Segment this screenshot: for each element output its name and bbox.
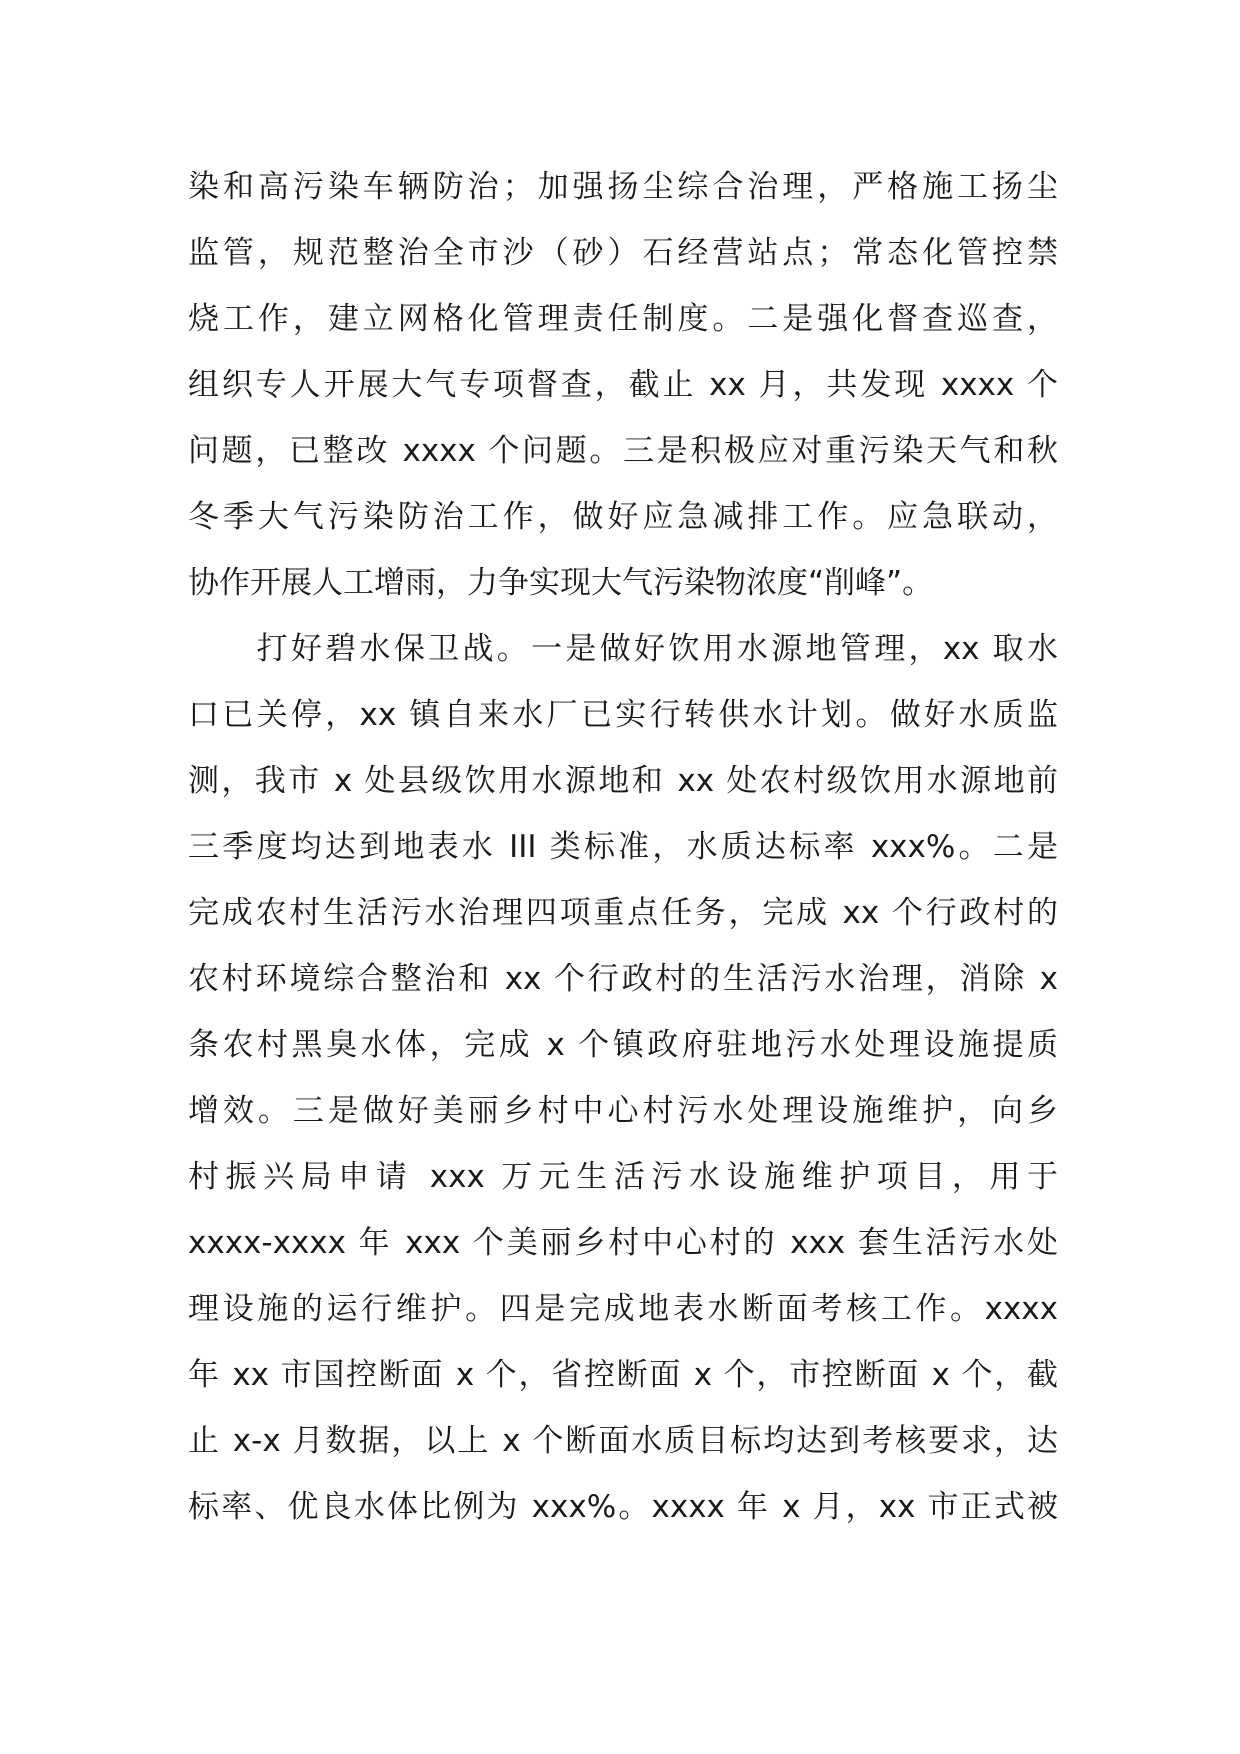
document-body xyxy=(188,154,1058,1540)
text-line: 止 x-x 月数据，以上 x 个断面水质目标均达到考核要求，达 xyxy=(188,1423,1058,1459)
text-line: 组织专人开展大气专项督查，截止 xx 月，共发现 xxxx 个 xyxy=(188,367,1058,403)
text-line: 完成农村生活污水治理四项重点任务，完成 xx 个行政村的 xyxy=(188,895,1058,931)
paragraph-air-pollution xyxy=(188,154,1058,616)
text-line: 增效。三是做好美丽乡村中心村污水处理设施维护，向乡 xyxy=(188,1093,1058,1129)
text-line: 染和高污染车辆防治；加强扬尘综合治理，严格施工扬尘 xyxy=(188,169,1058,205)
text-line: 村振兴局申请 xxx 万元生活污水设施维护项目，用于 xyxy=(188,1159,1058,1195)
text-line: 标率、优良水体比例为 xxx%。xxxx 年 x 月，xx 市正式被 xyxy=(188,1489,1058,1525)
text-line: 条农村黑臭水体，完成 x 个镇政府驻地污水处理设施提质 xyxy=(188,1027,1058,1063)
text-line: 协作开展人工增雨，力争实现大气污染物浓度“削峰”。 xyxy=(188,565,934,601)
text-line: 口已关停，xx 镇自来水厂已实行转供水计划。做好水质监 xyxy=(188,697,1058,733)
text-line: 烧工作，建立网格化管理责任制度。二是强化督查巡查， xyxy=(188,301,1058,337)
text-line: xxxx-xxxx 年 xxx 个美丽乡村中心村的 xxx 套生活污水处 xyxy=(188,1225,1058,1261)
text-line: 理设施的运行维护。四是完成地表水断面考核工作。xxxx xyxy=(188,1291,1058,1327)
text-line: 冬季大气污染防治工作，做好应急减排工作。应急联动， xyxy=(188,499,1058,535)
text-line: 监管，规范整治全市沙（砂）石经营站点；常态化管控禁 xyxy=(188,235,1058,271)
text-line: 农村环境综合整治和 xx 个行政村的生活污水治理，消除 x xyxy=(188,961,1058,997)
text-line: 打好碧水保卫战。一是做好饮用水源地管理，xx 取水 xyxy=(188,631,1058,667)
paragraph-water-protection xyxy=(188,616,1058,1540)
text-line: 测，我市 x 处县级饮用水源地和 xx 处农村级饮用水源地前 xyxy=(188,763,1058,799)
text-line: 问题，已整改 xxxx 个问题。三是积极应对重污染天气和秋 xyxy=(188,433,1058,469)
text-line: 三季度均达到地表水 III 类标准，水质达标率 xxx%。二是 xyxy=(188,829,1058,865)
text-line: 年 xx 市国控断面 x 个，省控断面 x 个，市控断面 x 个，截 xyxy=(188,1357,1058,1393)
